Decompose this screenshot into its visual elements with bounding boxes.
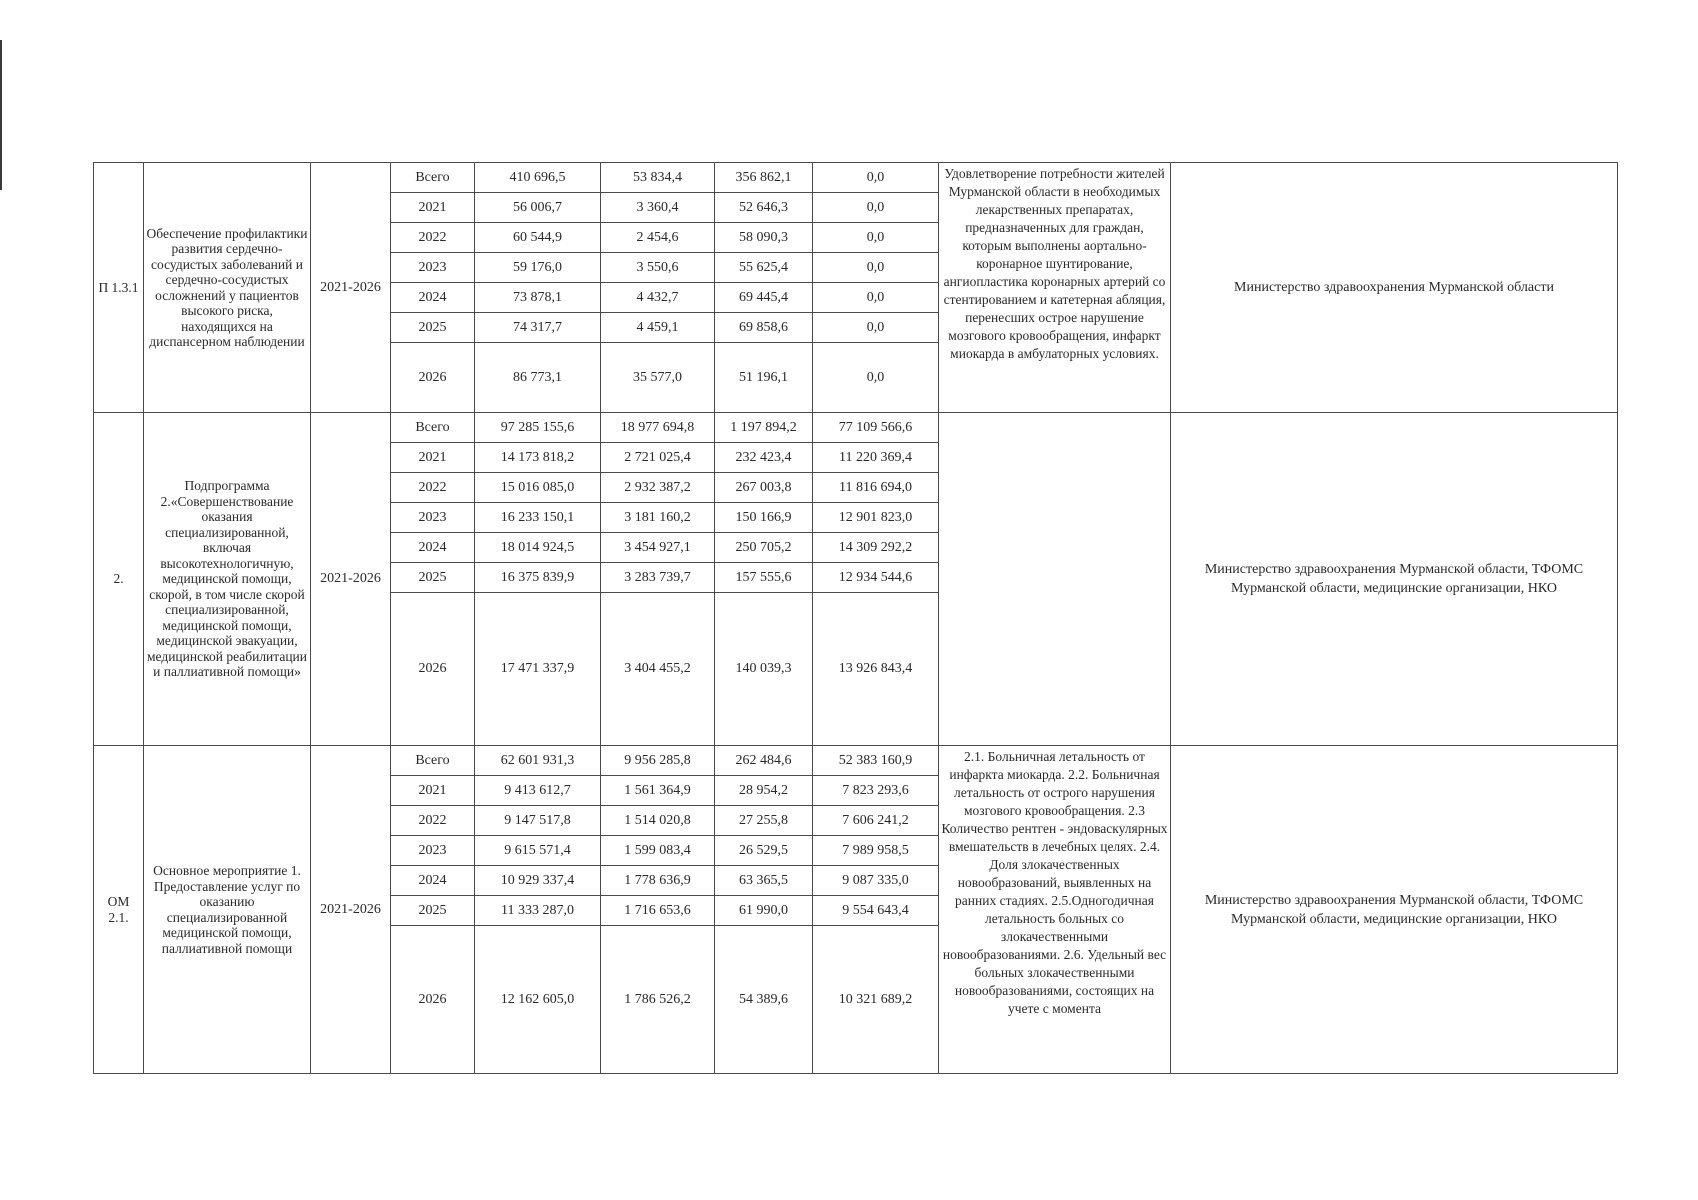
value-source-1: 1 599 083,4 <box>601 836 715 866</box>
value-source-3: 13 926 843,4 <box>813 593 939 746</box>
value-total: 86 773,1 <box>475 343 601 413</box>
row-year: 2021 <box>391 776 475 806</box>
value-source-2: 28 954,2 <box>715 776 813 806</box>
value-source-1: 1 786 526,2 <box>601 926 715 1074</box>
value-source-1: 2 454,6 <box>601 223 715 253</box>
budget-table <box>93 162 1618 1074</box>
row-year: 2022 <box>391 806 475 836</box>
value-source-2: 262 484,6 <box>715 746 813 776</box>
value-source-2: 26 529,5 <box>715 836 813 866</box>
value-source-3: 14 309 292,2 <box>813 533 939 563</box>
value-source-3: 7 606 241,2 <box>813 806 939 836</box>
row-year: 2026 <box>391 926 475 1074</box>
value-source-1: 3 404 455,2 <box>601 593 715 746</box>
value-source-1: 4 432,7 <box>601 283 715 313</box>
value-total: 74 317,7 <box>475 313 601 343</box>
row-year: 2024 <box>391 866 475 896</box>
table-row <box>94 746 1618 776</box>
value-total: 410 696,5 <box>475 163 601 193</box>
value-total: 60 544,9 <box>475 223 601 253</box>
responsible-executor: Министерство здравоохранения Мурманской области <box>1171 163 1618 413</box>
expected-result: Удовлетворение потребности жителей Мурманской области в необходимых лекарственных препаратах, предназначенных для граждан, которым выполнены аортально-коронарное шунтирование, ангиопластика коронарных артерий со стентированием и катетерная абляция, перенесших острое нарушение мозгового кровообращения, инфаркт миокарда в амбулаторных условиях. <box>939 163 1171 413</box>
row-year: Всего <box>391 746 475 776</box>
value-source-3: 77 109 566,6 <box>813 413 939 443</box>
value-total: 59 176,0 <box>475 253 601 283</box>
expected-result <box>939 413 1171 746</box>
value-source-3: 7 989 958,5 <box>813 836 939 866</box>
item-name: Обеспечение профилактики развития сердечно-сосудистых заболеваний и сердечно-сосудистых осложнений у пациентов высокого риска, находящихся на диспансерном наблюдении <box>144 163 311 413</box>
value-source-1: 2 721 025,4 <box>601 443 715 473</box>
value-source-2: 61 990,0 <box>715 896 813 926</box>
responsible-executor: Министерство здравоохранения Мурманской области, ТФОМС Мурманской области, медицинские организации, НКО <box>1171 413 1618 746</box>
value-source-1: 18 977 694,8 <box>601 413 715 443</box>
value-source-2: 27 255,8 <box>715 806 813 836</box>
value-source-1: 53 834,4 <box>601 163 715 193</box>
row-year: 2026 <box>391 593 475 746</box>
item-code: ОМ 2.1. <box>94 746 144 1074</box>
value-source-2: 1 197 894,2 <box>715 413 813 443</box>
value-total: 16 375 839,9 <box>475 563 601 593</box>
value-source-3: 10 321 689,2 <box>813 926 939 1074</box>
row-year: Всего <box>391 163 475 193</box>
value-source-1: 1 778 636,9 <box>601 866 715 896</box>
value-total: 15 016 085,0 <box>475 473 601 503</box>
value-source-2: 55 625,4 <box>715 253 813 283</box>
value-total: 9 413 612,7 <box>475 776 601 806</box>
value-total: 14 173 818,2 <box>475 443 601 473</box>
value-total: 10 929 337,4 <box>475 866 601 896</box>
value-source-2: 150 166,9 <box>715 503 813 533</box>
row-year: 2024 <box>391 283 475 313</box>
value-source-2: 63 365,5 <box>715 866 813 896</box>
row-year: 2025 <box>391 563 475 593</box>
row-year: 2023 <box>391 253 475 283</box>
row-year: 2025 <box>391 896 475 926</box>
value-source-2: 69 858,6 <box>715 313 813 343</box>
value-source-1: 1 561 364,9 <box>601 776 715 806</box>
value-source-1: 35 577,0 <box>601 343 715 413</box>
item-code: 2. <box>94 413 144 746</box>
row-year: 2024 <box>391 533 475 563</box>
value-total: 9 147 517,8 <box>475 806 601 836</box>
value-source-1: 3 360,4 <box>601 193 715 223</box>
row-year: Всего <box>391 413 475 443</box>
value-source-3: 0,0 <box>813 283 939 313</box>
value-source-2: 140 039,3 <box>715 593 813 746</box>
value-source-3: 0,0 <box>813 223 939 253</box>
value-source-3: 9 554 643,4 <box>813 896 939 926</box>
value-total: 12 162 605,0 <box>475 926 601 1074</box>
expected-result: 2.1. Больничная летальность от инфаркта миокарда. 2.2. Больничная летальность от острого нарушения мозгового кровообращения. 2.3 Количество рентген - эндоваскулярных вмешательств в лечебных целях. 2.4. Доля злокачественных новообразований, выявленных на ранних стадиях. 2.5.Одногодичная летальность больных со злокачественными новообразованиями. 2.6. Удельный вес больных злокачественными новообразованиями, состоящих на учете с момента <box>939 746 1171 1074</box>
table-row <box>94 413 1618 443</box>
value-source-3: 12 934 544,6 <box>813 563 939 593</box>
value-source-2: 356 862,1 <box>715 163 813 193</box>
value-total: 97 285 155,6 <box>475 413 601 443</box>
row-year: 2023 <box>391 836 475 866</box>
value-total: 56 006,7 <box>475 193 601 223</box>
value-total: 16 233 150,1 <box>475 503 601 533</box>
item-code: П 1.3.1 <box>94 163 144 413</box>
value-source-1: 3 283 739,7 <box>601 563 715 593</box>
value-source-3: 0,0 <box>813 313 939 343</box>
value-source-1: 3 454 927,1 <box>601 533 715 563</box>
item-name: Основное мероприятие 1. Предоставление услуг по оказанию специализированной медицинской помощи, паллиативной помощи <box>144 746 311 1074</box>
item-period: 2021-2026 <box>311 746 391 1074</box>
value-source-1: 3 550,6 <box>601 253 715 283</box>
value-source-2: 267 003,8 <box>715 473 813 503</box>
row-year: 2021 <box>391 193 475 223</box>
row-year: 2025 <box>391 313 475 343</box>
value-source-2: 69 445,4 <box>715 283 813 313</box>
value-source-3: 0,0 <box>813 343 939 413</box>
value-source-2: 232 423,4 <box>715 443 813 473</box>
value-source-2: 157 555,6 <box>715 563 813 593</box>
value-source-1: 1 514 020,8 <box>601 806 715 836</box>
row-year: 2023 <box>391 503 475 533</box>
value-source-2: 52 646,3 <box>715 193 813 223</box>
value-total: 11 333 287,0 <box>475 896 601 926</box>
value-source-3: 52 383 160,9 <box>813 746 939 776</box>
row-year: 2022 <box>391 473 475 503</box>
responsible-executor: Министерство здравоохранения Мурманской области, ТФОМС Мурманской области, медицинские организации, НКО <box>1171 746 1618 1074</box>
value-total: 62 601 931,3 <box>475 746 601 776</box>
value-source-2: 250 705,2 <box>715 533 813 563</box>
value-total: 18 014 924,5 <box>475 533 601 563</box>
value-total: 73 878,1 <box>475 283 601 313</box>
value-total: 17 471 337,9 <box>475 593 601 746</box>
value-source-3: 0,0 <box>813 253 939 283</box>
item-name: Подпрограмма 2.«Совершенствование оказания специализированной, включая высокотехнологичную, медицинской помощи, скорой, в том числе скорой специализированной, медицинской помощи, медицинской эвакуации, медицинской реабилитации и паллиативной помощи» <box>144 413 311 746</box>
value-source-3: 0,0 <box>813 193 939 223</box>
row-year: 2022 <box>391 223 475 253</box>
value-source-2: 54 389,6 <box>715 926 813 1074</box>
value-source-3: 12 901 823,0 <box>813 503 939 533</box>
value-source-3: 7 823 293,6 <box>813 776 939 806</box>
value-source-3: 11 220 369,4 <box>813 443 939 473</box>
item-period: 2021-2026 <box>311 163 391 413</box>
row-year: 2021 <box>391 443 475 473</box>
page-edge-line <box>0 40 2 190</box>
value-source-2: 58 090,3 <box>715 223 813 253</box>
value-source-3: 0,0 <box>813 163 939 193</box>
value-source-1: 9 956 285,8 <box>601 746 715 776</box>
item-period: 2021-2026 <box>311 413 391 746</box>
value-source-1: 1 716 653,6 <box>601 896 715 926</box>
value-source-1: 4 459,1 <box>601 313 715 343</box>
value-source-3: 11 816 694,0 <box>813 473 939 503</box>
value-source-1: 3 181 160,2 <box>601 503 715 533</box>
value-total: 9 615 571,4 <box>475 836 601 866</box>
table-row <box>94 163 1618 193</box>
row-year: 2026 <box>391 343 475 413</box>
value-source-2: 51 196,1 <box>715 343 813 413</box>
value-source-3: 9 087 335,0 <box>813 866 939 896</box>
value-source-1: 2 932 387,2 <box>601 473 715 503</box>
